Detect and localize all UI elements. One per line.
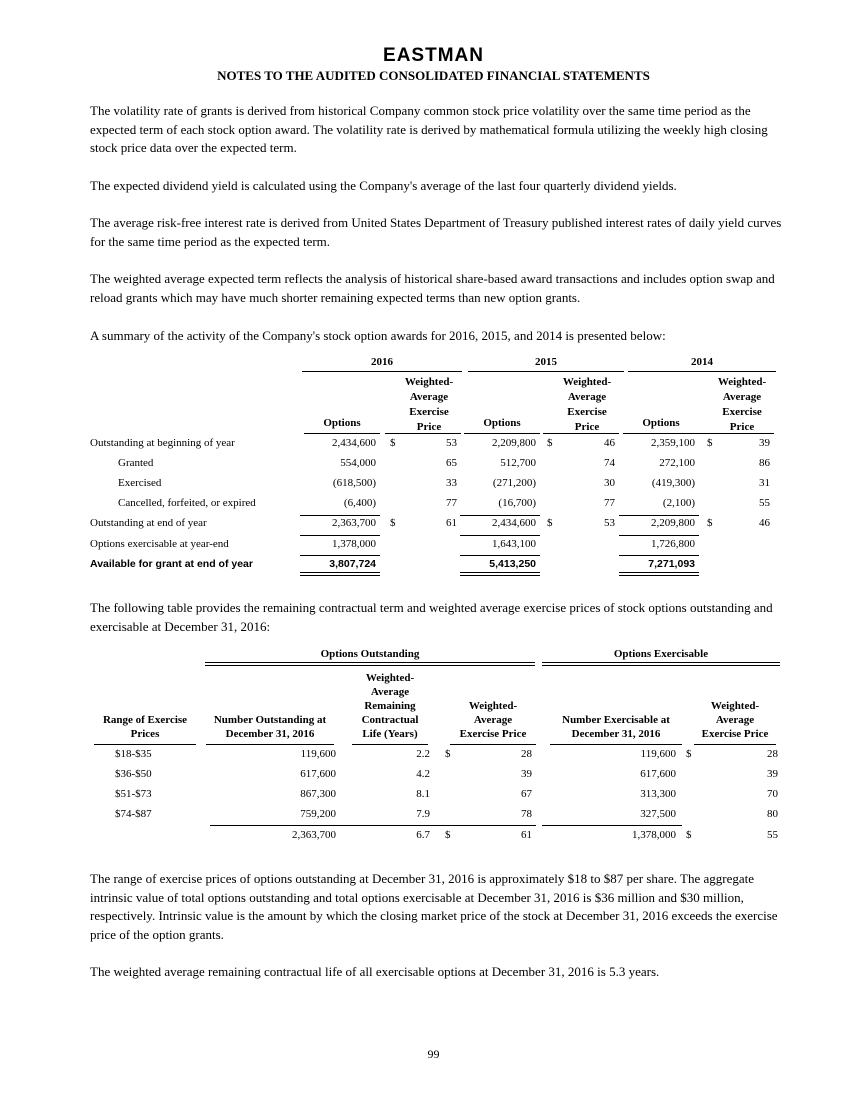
price-header-line: Weighted- — [404, 376, 454, 388]
row-label: Options exercisable at year-end — [90, 538, 229, 550]
options-value: 512,700 — [500, 457, 536, 469]
total-remaining-life: 6.7 — [416, 829, 430, 841]
range-value: $36-$50 — [115, 768, 152, 780]
range-value: $18-$35 — [115, 748, 152, 760]
total-wavg-price-exercisable: 55 — [767, 829, 778, 841]
wavg-price-exercisable-value: 80 — [767, 808, 778, 820]
price-header-line: Exercise — [567, 406, 607, 418]
subtotal-rule — [460, 555, 540, 556]
price-value: 53 — [446, 437, 457, 449]
price-header-line: Exercise — [722, 406, 762, 418]
column-header-line: Weighted- — [468, 700, 518, 712]
options-header: Options — [483, 417, 521, 429]
page-header: NOTES TO THE AUDITED CONSOLIDATED FINANCIAL STATEMENTS — [217, 68, 650, 83]
price-header-line: Price — [729, 421, 755, 433]
price-value: 77 — [604, 497, 615, 509]
price-value: 77 — [446, 497, 457, 509]
options-value: 2,359,100 — [651, 437, 695, 449]
remaining-life-value: 4.2 — [416, 768, 430, 780]
price-header-line: Exercise — [409, 406, 449, 418]
row-label: Granted — [118, 457, 154, 469]
price-value: 61 — [446, 517, 457, 529]
price-value: 33 — [446, 477, 457, 489]
options-value: 2,363,700 — [332, 517, 376, 529]
group-header-outstanding: Options Outstanding — [320, 648, 420, 660]
subtotal-rule — [619, 555, 699, 556]
column-header-line: Exercise Price — [701, 728, 769, 740]
row-label: Outstanding at beginning of year — [90, 437, 235, 449]
subtotal-rule — [619, 535, 699, 536]
company-logo: EASTMAN — [383, 45, 484, 66]
page-number: 99 — [427, 1047, 440, 1061]
range-value: $74-$87 — [115, 808, 152, 820]
options-header-rule — [623, 433, 699, 434]
total-top-rule — [542, 825, 682, 826]
remaining-life-value: 8.1 — [416, 788, 430, 800]
price-header-line: Average — [722, 391, 762, 403]
price-value: 46 — [604, 437, 615, 449]
options-header-rule — [304, 433, 380, 434]
dollar-sign: $ — [707, 437, 713, 449]
options-value: (2,100) — [662, 497, 695, 509]
column-header-line: Number Outstanding at — [213, 714, 327, 726]
number-outstanding-value: 759,200 — [300, 808, 336, 820]
column-header-line: Prices — [130, 728, 160, 740]
options-value: 2,434,600 — [492, 517, 536, 529]
subtotal-rule — [619, 515, 699, 516]
price-value: 53 — [604, 517, 615, 529]
total-number-outstanding: 2,363,700 — [292, 829, 336, 841]
paragraph-summary-intro: A summary of the activity of the Company's stock option awards for 2016, 2015, and 2014 is presented below: — [90, 328, 666, 343]
price-header-line: Price — [574, 421, 600, 433]
group-rule-outstanding — [205, 662, 535, 666]
options-header: Options — [323, 417, 361, 429]
remaining-life-value: 2.2 — [416, 748, 430, 760]
price-value: 65 — [446, 457, 457, 469]
column-header-rule — [550, 744, 682, 745]
price-header-line: Average — [409, 391, 449, 403]
options-value: 3,807,724 — [329, 558, 376, 570]
options-value: (271,200) — [492, 477, 536, 489]
options-value: (16,700) — [498, 497, 536, 509]
dollar-sign: $ — [707, 517, 713, 529]
column-header-line: Weighted- — [710, 700, 760, 712]
range-value: $51-$73 — [115, 788, 152, 800]
column-header-rule — [94, 744, 196, 745]
options-value: 2,434,600 — [332, 437, 376, 449]
price-value: 74 — [604, 457, 615, 469]
wavg-price-exercisable-value: 39 — [767, 768, 778, 780]
options-value: (618,500) — [332, 477, 376, 489]
options-value: (419,300) — [651, 477, 695, 489]
double-rule — [619, 572, 699, 576]
options-value: 272,100 — [659, 457, 695, 469]
price-value: 46 — [759, 517, 770, 529]
column-header-line: Range of Exercise — [102, 714, 188, 726]
year-header-rule — [628, 371, 776, 372]
subtotal-rule — [460, 515, 540, 516]
remaining-life-value: 7.9 — [416, 808, 430, 820]
year-header-rule — [302, 371, 462, 372]
column-header-line: Weighted- — [365, 672, 415, 684]
price-value: 30 — [604, 477, 615, 489]
price-header-line: Weighted- — [717, 376, 767, 388]
column-header-line: Life (Years) — [362, 728, 418, 740]
subtotal-rule — [300, 515, 380, 516]
paragraph-dividend-yield: The expected dividend yield is calculated using the Company's average of the last four quarterly dividend yields. — [90, 178, 677, 193]
options-value: 1,726,800 — [651, 538, 695, 550]
paragraph-weighted-life: The weighted average remaining contractual life of all exercisable options at December 31, 2016 is 5.3 years. — [90, 964, 660, 979]
number-outstanding-value: 617,600 — [300, 768, 336, 780]
year-header: 2016 — [371, 356, 393, 368]
row-label: Cancelled, forfeited, or expired — [118, 497, 256, 509]
subtotal-rule — [460, 535, 540, 536]
column-header-rule — [206, 744, 334, 745]
dollar-sign: $ — [547, 437, 553, 449]
column-header-line: Number Exercisable at — [562, 714, 670, 726]
price-header-line: Weighted- — [562, 376, 612, 388]
price-header-line: Average — [567, 391, 607, 403]
dollar-sign: $ — [445, 829, 451, 841]
row-label: Exercised — [118, 477, 162, 489]
wavg-price-outstanding-value: 67 — [521, 788, 532, 800]
paragraph-expected-term: The weighted average expected term reflects the analysis of historical share-based award transactions and includes option swap and reload grants which may have much shorter remaining expected terms than new option grants. — [90, 271, 775, 305]
options-header: Options — [642, 417, 680, 429]
row-label: Available for grant at end of year — [90, 558, 253, 570]
column-header-line: Average — [715, 714, 755, 726]
year-header: 2014 — [691, 356, 713, 368]
price-value: 31 — [759, 477, 770, 489]
paragraph-volatility: The volatility rate of grants is derived from historical Company common stock price volatility over the same time period as the expected term of each stock option award. The volatility rate is derived by mathematical formula utilizing the weekly high closing stock price data over the expected term. — [90, 103, 768, 155]
price-value: 86 — [759, 457, 770, 469]
year-header: 2015 — [535, 356, 557, 368]
dollar-sign: $ — [686, 748, 692, 760]
column-header-line: Average — [473, 714, 513, 726]
wavg-price-outstanding-value: 28 — [521, 748, 532, 760]
options-header-rule — [464, 433, 540, 434]
number-outstanding-value: 119,600 — [300, 748, 336, 760]
column-header-line: Exercise Price — [459, 728, 527, 740]
dollar-sign: $ — [390, 437, 396, 449]
number-exercisable-value: 313,300 — [640, 788, 676, 800]
column-header-line: Remaining — [364, 700, 416, 712]
column-header-line: December 31, 2016 — [225, 728, 315, 740]
row-label: Outstanding at end of year — [90, 517, 207, 529]
options-value: 5,413,250 — [489, 558, 536, 570]
options-value: 2,209,800 — [492, 437, 536, 449]
dollar-sign: $ — [547, 517, 553, 529]
options-value: 1,378,000 — [332, 538, 376, 550]
group-rule-exercisable — [542, 662, 780, 666]
wavg-price-outstanding-value: 78 — [521, 808, 532, 820]
price-header-rule — [698, 433, 774, 434]
options-value: 7,271,093 — [648, 558, 695, 570]
column-header-rule — [450, 744, 536, 745]
total-top-rule — [210, 825, 536, 826]
wavg-price-exercisable-value: 70 — [767, 788, 778, 800]
dollar-sign: $ — [686, 829, 692, 841]
paragraph-term-table-intro: The following table provides the remaining contractual term and weighted average exercise prices of stock options outstanding and exercisable at December 31, 2016: — [90, 600, 773, 634]
group-header-exercisable: Options Exercisable — [613, 648, 709, 660]
price-value: 39 — [759, 437, 770, 449]
wavg-price-exercisable-value: 28 — [767, 748, 778, 760]
column-header-line: Contractual — [361, 714, 419, 726]
double-rule — [300, 572, 380, 576]
options-value: 554,000 — [340, 457, 376, 469]
number-exercisable-value: 617,600 — [640, 768, 676, 780]
year-header-rule — [468, 371, 624, 372]
subtotal-rule — [300, 555, 380, 556]
number-exercisable-value: 119,600 — [640, 748, 676, 760]
subtotal-rule — [300, 535, 380, 536]
options-value: 1,643,100 — [492, 538, 536, 550]
total-number-exercisable: 1,378,000 — [632, 829, 676, 841]
price-header-rule — [385, 433, 461, 434]
column-header-line: Average — [370, 686, 410, 698]
number-exercisable-value: 327,500 — [640, 808, 676, 820]
price-header-rule — [543, 433, 619, 434]
dollar-sign: $ — [445, 748, 451, 760]
number-outstanding-value: 867,300 — [300, 788, 336, 800]
column-header-rule — [352, 744, 428, 745]
double-rule — [460, 572, 540, 576]
column-header-line: December 31, 2016 — [571, 728, 661, 740]
dollar-sign: $ — [390, 517, 396, 529]
options-value: (6,400) — [343, 497, 376, 509]
price-value: 55 — [759, 497, 770, 509]
wavg-price-outstanding-value: 39 — [521, 768, 532, 780]
total-wavg-price-outstanding: 61 — [521, 829, 532, 841]
price-header-line: Price — [416, 421, 442, 433]
paragraph-intrinsic-value: The range of exercise prices of options outstanding at December 31, 2016 is approximately $18 to $87 per share. The aggregate intrinsic value of total options outstanding and total options exercisable at December 31, 2016 is $36 million and $30 million, respectively. Intrinsic value is the amount by which the closing market price of the stock at December 31, 2016 exceeds the exercise price of the option grants. — [90, 871, 778, 942]
column-header-rule — [694, 744, 776, 745]
paragraph-risk-free-rate: The average risk-free interest rate is derived from United States Department of Treasury published interest rates of daily yield curves for the same time period as the expected term. — [90, 215, 782, 249]
options-value: 2,209,800 — [651, 517, 695, 529]
